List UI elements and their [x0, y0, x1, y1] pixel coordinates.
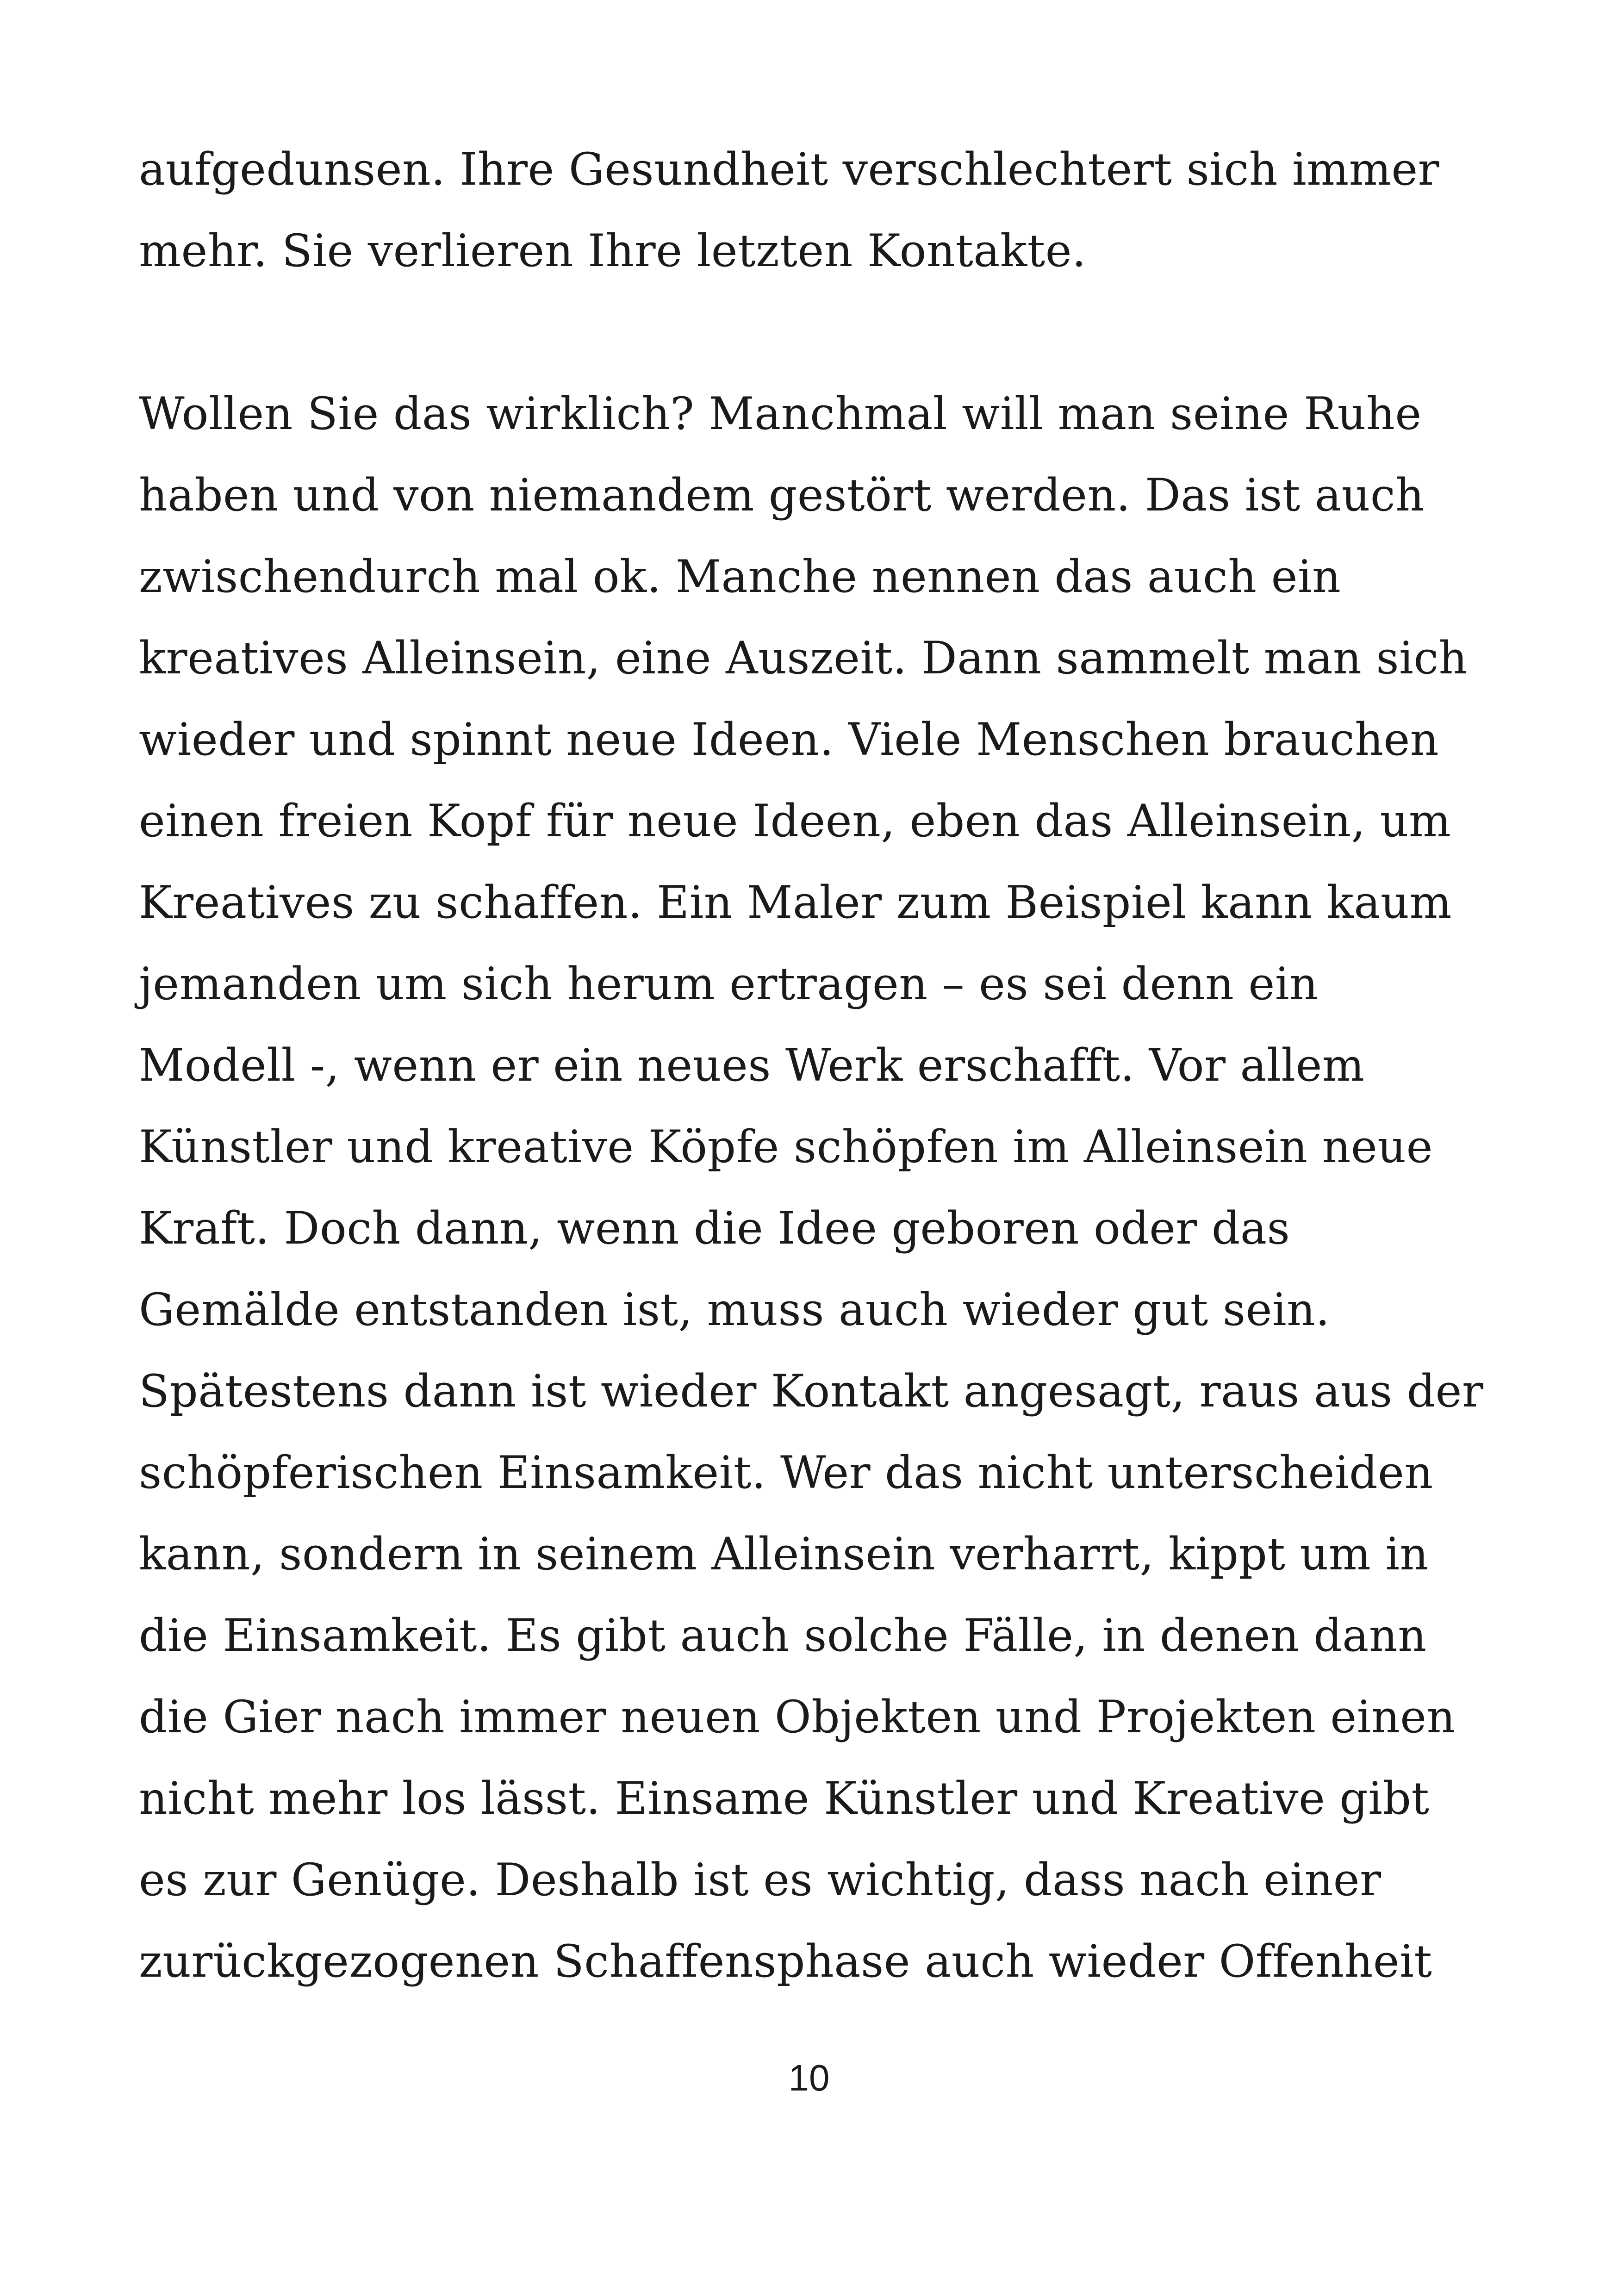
text-line: aufgedunsen. Ihre Gesundheit verschlechtert sich immer	[139, 143, 1440, 195]
text-line: mehr. Sie verlieren Ihre letzten Kontakte.	[139, 225, 1087, 277]
text-line: wieder und spinnt neue Ideen. Viele Menschen brauchen	[139, 714, 1439, 765]
text-line: Modell -, wenn er ein neues Werk erschafft. Vor allem	[139, 1039, 1365, 1091]
text-line: kreatives Alleinsein, eine Auszeit. Dann sammelt man sich	[139, 632, 1468, 684]
text-line: die Einsamkeit. Es gibt auch solche Fälle, in denen dann	[139, 1610, 1427, 1661]
text-line: zwischendurch mal ok. Manche nennen das auch ein	[139, 551, 1341, 603]
text-line: zurückgezogenen Schaffensphase auch wieder Offenheit	[139, 1935, 1432, 1987]
paragraph-1	[139, 129, 1527, 292]
text-line: einen freien Kopf für neue Ideen, eben das Alleinsein, um	[139, 795, 1451, 847]
text-line: nicht mehr los lässt. Einsame Künstler und Kreative gibt	[139, 1773, 1430, 1824]
text-line: Wollen Sie das wirklich? Manchmal will man seine Ruhe	[139, 388, 1422, 440]
paragraph-2	[139, 373, 1527, 2002]
text-line: Kreatives zu schaffen. Ein Maler zum Beispiel kann kaum	[139, 877, 1452, 928]
text-line: kann, sondern in seinem Alleinsein verharrt, kippt um in	[139, 1528, 1429, 1580]
text-line: schöpferischen Einsamkeit. Wer das nicht unterscheiden	[139, 1447, 1433, 1499]
text-line: Künstler und kreative Köpfe schöpfen im Alleinsein neue	[139, 1121, 1433, 1173]
text-line: Spätestens dann ist wieder Kontakt angesagt, raus aus der	[139, 1365, 1484, 1417]
text-line: die Gier nach immer neuen Objekten und Projekten einen	[139, 1691, 1456, 1743]
text-line: haben und von niemandem gestört werden. Das ist auch	[139, 469, 1425, 521]
page-number: 10	[788, 2057, 830, 2098]
text-line: Kraft. Doch dann, wenn die Idee geboren oder das	[139, 1202, 1290, 1254]
text-line: es zur Genüge. Deshalb ist es wichtig, dass nach einer	[139, 1854, 1382, 1906]
text-line: Gemälde entstanden ist, muss auch wieder gut sein.	[139, 1284, 1330, 1336]
text-line: jemanden um sich herum ertragen – es sei denn ein	[139, 958, 1319, 1010]
